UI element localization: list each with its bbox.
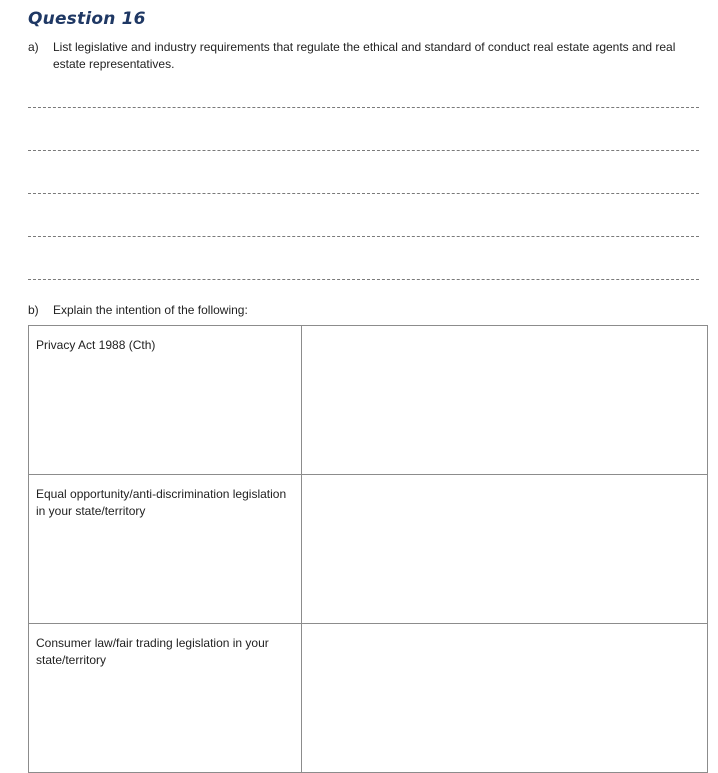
part-b-question [28, 302, 248, 319]
answer-line-1[interactable] [28, 107, 699, 108]
answer-line-3[interactable] [28, 193, 699, 194]
legislation-label: Equal opportunity/anti-discrimination legislation in your state/territory [36, 487, 287, 518]
legislation-label: Consumer law/fair trading legislation in your state/territory [36, 636, 269, 667]
legislation-table [28, 325, 708, 773]
legislation-label-cell [29, 326, 302, 475]
legislation-label-cell [29, 475, 302, 624]
answer-cell[interactable] [302, 326, 708, 475]
part-b-prompt: Explain the intention of the following: [53, 303, 248, 317]
table-row [29, 475, 708, 624]
answer-cell[interactable] [302, 475, 708, 624]
answer-text[interactable] [302, 475, 707, 486]
table-row [29, 624, 708, 773]
answer-line-5[interactable] [28, 279, 699, 280]
table-row [29, 326, 708, 475]
part-a-marker: a) [28, 40, 39, 54]
answer-text[interactable] [302, 326, 707, 337]
answer-line-2[interactable] [28, 150, 699, 151]
part-b-marker: b) [28, 303, 39, 317]
legislation-label-cell [29, 624, 302, 773]
answer-line-4[interactable] [28, 236, 699, 237]
answer-cell[interactable] [302, 624, 708, 773]
legislation-label: Privacy Act 1988 (Cth) [36, 338, 156, 352]
answer-text[interactable] [302, 624, 707, 635]
question-title: Question 16 [28, 9, 146, 29]
part-a-question [28, 39, 688, 73]
part-a-prompt: List legislative and industry requirements that regulate the ethical and standard of conduct real estate agents and real estate representatives. [53, 40, 676, 71]
